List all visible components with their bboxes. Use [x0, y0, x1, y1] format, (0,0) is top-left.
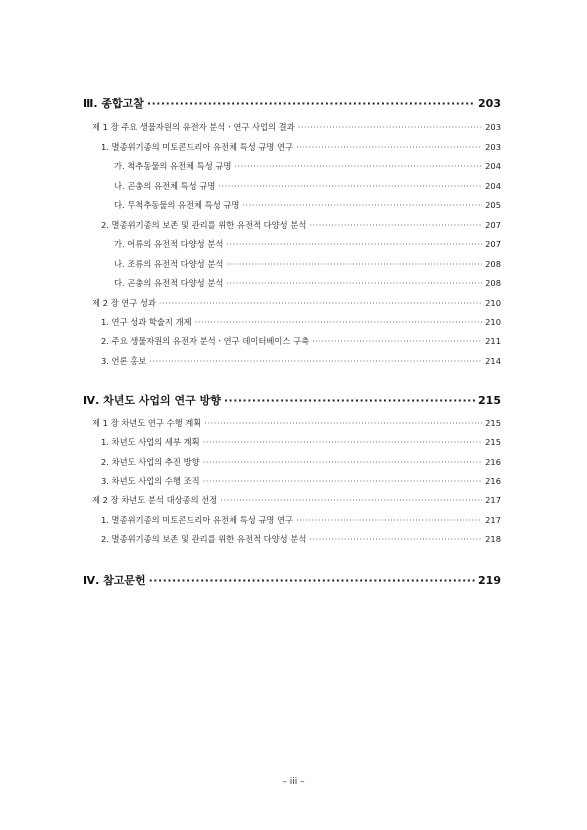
toc-entry-title: 가. 어류의 유전적 다양성 분석	[114, 239, 224, 249]
toc-leader-dots	[149, 357, 482, 365]
page-number: – iii –	[282, 777, 305, 787]
toc-entry-item[interactable]	[101, 535, 501, 543]
toc-entry-title: Ⅲ. 종합고찰	[83, 97, 144, 110]
toc-entry-page: 216	[485, 457, 501, 467]
toc-entry-item[interactable]	[101, 337, 501, 345]
toc-leader-dots	[159, 299, 482, 307]
toc-leader-dots	[296, 143, 482, 151]
toc-leader-dots	[204, 419, 482, 427]
toc-entry-page: 215	[485, 418, 501, 428]
toc-leader-dots	[234, 162, 482, 170]
toc-leader-dots	[203, 477, 483, 485]
toc-entry-section[interactable]	[83, 575, 501, 586]
toc-entry-title: 1. 멸종위기종의 미토콘드리아 유전체 특성 규명 연구	[101, 142, 294, 152]
toc-entry-section[interactable]	[83, 395, 501, 406]
toc-entry-item[interactable]	[101, 477, 501, 485]
toc-entry-title: 제 1 장 주요 생물자원의 유전자 분석ㆍ연구 사업의 결과	[92, 122, 295, 132]
toc-entry-item[interactable]	[101, 357, 501, 365]
toc-entry-page: 219	[478, 574, 501, 587]
toc-leader-dots	[226, 279, 482, 287]
toc-leader-dots	[220, 496, 482, 504]
toc-entry-subitem[interactable]	[114, 240, 501, 248]
toc-leader-dots	[226, 260, 482, 268]
toc-entry-title: 나. 곤충의 유전체 특성 규명	[114, 181, 216, 191]
toc-leader-dots	[309, 535, 482, 543]
toc-leader-dots	[218, 182, 482, 190]
toc-entry-page: 203	[485, 122, 501, 132]
toc-entry-title: 2. 멸종위기종의 보존 및 관리를 위한 유전적 다양성 분석	[101, 220, 307, 230]
toc-entry-page: 216	[485, 476, 501, 486]
toc-entry-page: 204	[485, 181, 501, 191]
toc-entry-subitem[interactable]	[114, 279, 501, 287]
toc-leader-dots	[312, 337, 482, 345]
toc-entry-chapter[interactable]	[92, 419, 501, 427]
toc-entry-title: 나. 조류의 유전적 다양성 분석	[114, 259, 224, 269]
toc-entry-page: 203	[485, 142, 501, 152]
toc-entry-page: 214	[485, 356, 501, 366]
toc-entry-title: 1. 차년도 사업의 세부 계획	[101, 437, 200, 447]
toc-entry-chapter[interactable]	[92, 299, 501, 307]
toc-leader-dots	[224, 395, 475, 406]
toc-entry-title: 3. 언론 홍보	[101, 356, 147, 366]
toc-leader-dots	[195, 318, 483, 326]
toc-entry-item[interactable]	[101, 438, 501, 446]
toc-leader-dots	[226, 240, 482, 248]
toc-entry-page: 204	[485, 161, 501, 171]
toc-entry-subitem[interactable]	[114, 260, 501, 268]
toc-entry-page: 217	[485, 495, 501, 505]
toc-entry-page: 218	[485, 534, 501, 544]
toc-entry-title: 가. 척추동물의 유전체 특성 규명	[114, 161, 232, 171]
toc-entry-page: 208	[485, 259, 501, 269]
toc-entry-chapter[interactable]	[92, 123, 501, 131]
toc-entry-page: 203	[478, 97, 501, 110]
toc-entry-title: Ⅳ. 참고문헌	[83, 574, 146, 587]
toc-entry-title: 제 2 장 차년도 분석 대상종의 선정	[92, 495, 218, 505]
toc-leader-dots	[203, 438, 483, 446]
toc-entry-title: 1. 멸종위기종의 미토콘드리아 유전체 특성 규명 연구	[101, 515, 294, 525]
toc-leader-dots	[309, 221, 482, 229]
toc-entry-title: 제 1 장 차년도 연구 수행 계획	[92, 418, 202, 428]
toc-entry-section[interactable]	[83, 98, 501, 109]
toc-leader-dots	[242, 201, 482, 209]
toc-entry-title: 2. 멸종위기종의 보존 및 관리를 위한 유전적 다양성 분석	[101, 534, 307, 544]
toc-entry-page: 210	[485, 317, 501, 327]
toc-entry-title: 2. 주요 생물자원의 유전자 분석ㆍ연구 데이터베이스 구축	[101, 336, 310, 346]
toc-entry-item[interactable]	[101, 221, 501, 229]
toc-entry-title: 제 2 장 연구 성과	[92, 298, 156, 308]
toc-entry-page: 217	[485, 515, 501, 525]
toc-entry-subitem[interactable]	[114, 162, 501, 170]
toc-entry-page: 210	[485, 298, 501, 308]
toc-entry-item[interactable]	[101, 458, 501, 466]
toc-entry-page: 215	[485, 437, 501, 447]
toc-entry-page: 211	[485, 336, 501, 346]
toc-leader-dots	[298, 123, 482, 131]
toc-entry-title: 1. 연구 성과 학술지 개제	[101, 317, 192, 327]
toc-entry-item[interactable]	[101, 143, 501, 151]
toc-leader-dots	[203, 458, 483, 466]
toc-entry-page: 207	[485, 220, 501, 230]
toc-leader-dots	[296, 516, 482, 524]
toc-entry-title: 2. 차년도 사업의 추진 방향	[101, 457, 200, 467]
toc-entry-item[interactable]	[101, 516, 501, 524]
toc-entry-page: 208	[485, 278, 501, 288]
toc-entry-title: Ⅳ. 차년도 사업의 연구 방향	[83, 394, 221, 407]
toc-leader-dots	[147, 98, 475, 109]
toc-entry-subitem[interactable]	[114, 201, 501, 209]
toc-entry-item[interactable]	[101, 318, 501, 326]
toc-entry-subitem[interactable]	[114, 182, 501, 190]
toc-entry-page: 215	[478, 394, 501, 407]
toc-entry-title: 다. 무척추동물의 유전체 특성 규명	[114, 200, 240, 210]
toc-leader-dots	[149, 575, 475, 586]
toc-entry-title: 3. 차년도 사업의 수행 조직	[101, 476, 200, 486]
toc-entry-page: 207	[485, 239, 501, 249]
toc-entry-title: 다. 곤충의 유전적 다양성 분석	[114, 278, 224, 288]
toc-entry-page: 205	[485, 200, 501, 210]
toc-entry-chapter[interactable]	[92, 496, 501, 504]
